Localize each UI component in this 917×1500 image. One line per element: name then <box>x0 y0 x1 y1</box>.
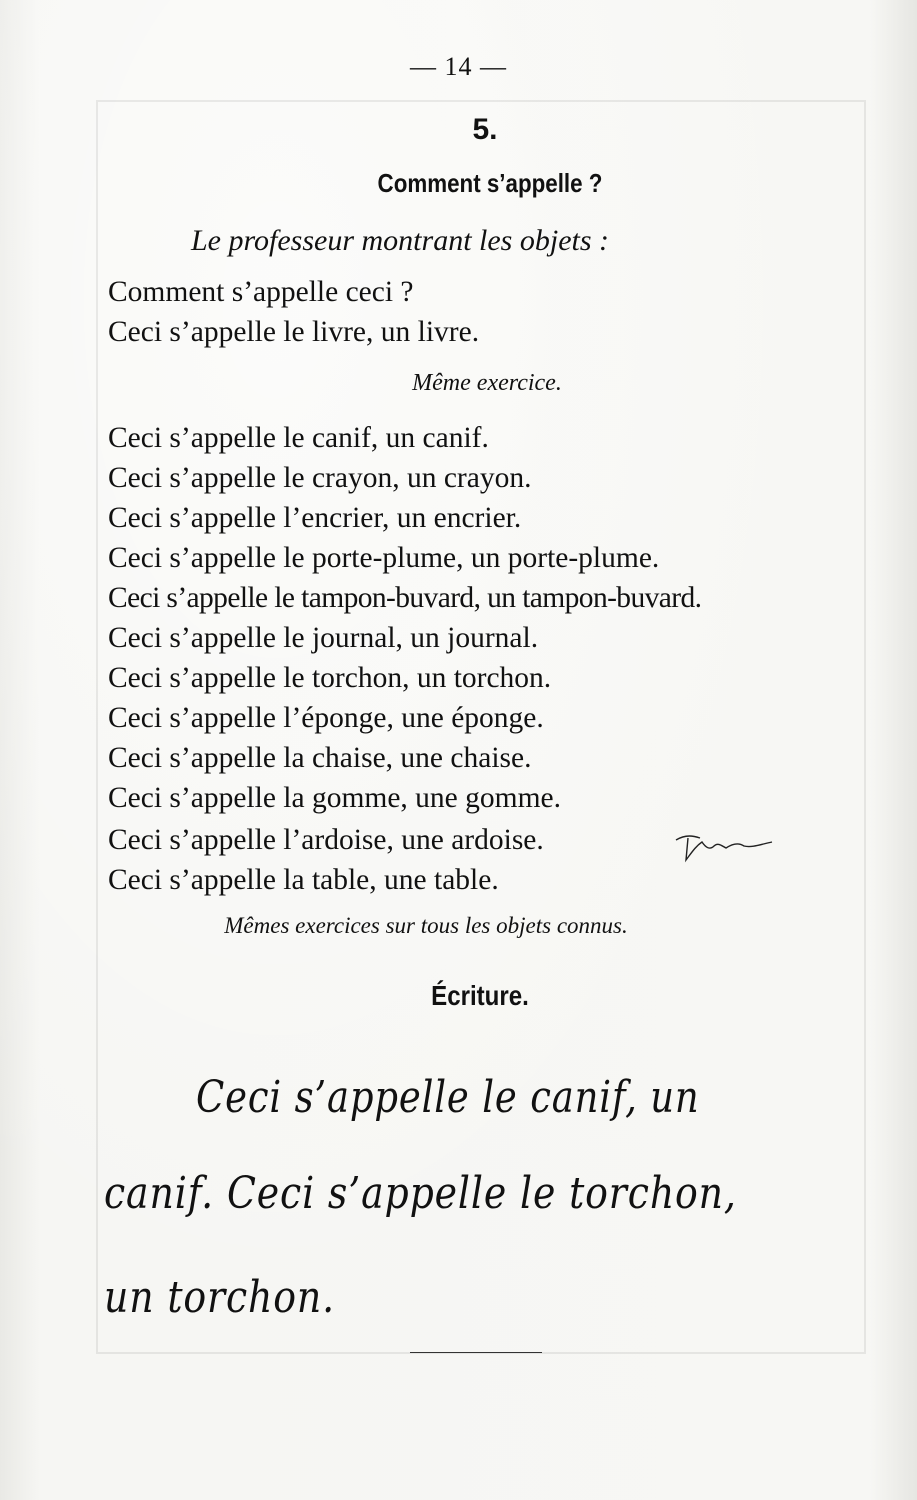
lesson-title: Comment s’appelle ? <box>377 168 603 198</box>
script-line: canif. Ceci s’appelle le torchon, <box>104 1168 737 1219</box>
exercise-line: Ceci s’appelle l’ardoise, une ardoise. <box>108 824 544 856</box>
script-line: un torchon. <box>104 1272 336 1323</box>
exercise-line: Ceci s’appelle la table, une table. <box>108 864 499 896</box>
writing-heading: Écriture. <box>431 980 529 1011</box>
exercise-line: Ceci s’appelle le tampon-buvard, un tampon-buvard. <box>108 582 702 614</box>
exercise-line: Ceci s’appelle le canif, un canif. <box>108 422 489 454</box>
lesson-instruction: Le professeur montrant les objets : <box>190 224 610 257</box>
handwritten-mark <box>672 826 776 866</box>
closing-rule <box>410 1352 542 1353</box>
exercise-line: Ceci s’appelle l’éponge, une éponge. <box>108 702 544 734</box>
script-line: Ceci s’appelle le canif, un <box>196 1072 700 1123</box>
exercise-line: Ceci s’appelle l’encrier, un encrier. <box>108 502 522 534</box>
exercise-line: Ceci s’appelle le crayon, un crayon. <box>108 462 532 494</box>
lesson-number: 5. <box>472 113 498 146</box>
exercise-line: Ceci s’appelle le journal, un journal. <box>108 622 539 654</box>
exercise-line: Ceci s’appelle la chaise, une chaise. <box>108 742 532 774</box>
exercise-line: Ceci s’appelle la gomme, une gomme. <box>108 782 562 814</box>
exercise-footnote: Mêmes exercices sur tous les objets connus. <box>224 913 628 938</box>
intro-line: Ceci s’appelle le livre, un livre. <box>108 316 480 348</box>
exercise-subheading: Même exercice. <box>412 370 562 396</box>
exercise-line: Ceci s’appelle le torchon, un torchon. <box>108 662 552 694</box>
intro-line: Comment s’appelle ceci ? <box>108 276 414 308</box>
page-number: — 14 — <box>410 52 507 81</box>
exercise-line: Ceci s’appelle le porte-plume, un porte-plume. <box>108 542 660 574</box>
